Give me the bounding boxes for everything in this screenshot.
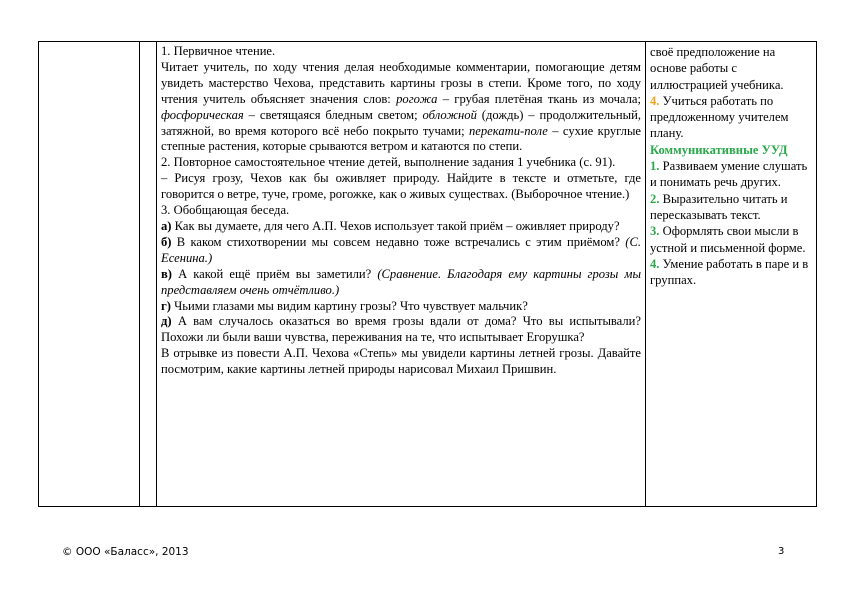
item-text: Оформлять свои мысли в устной и письменной форме. — [650, 224, 806, 255]
item-number: 3. — [650, 224, 660, 239]
question-answer: (Сравнение. Благодаря ему картины грозы мы представляем очень отчётливо.) — [161, 266, 641, 297]
text-span: Читает учитель, по ходу чтения делая необходимые комментарии, помогающие детям увидеть мастерство Чехова, представить картины грозы в степи. Кроме того, по ходу чтения учитель объясняет значения слов: — [161, 59, 641, 106]
text-span: – грубая плетёная ткань из мочала; — [437, 91, 641, 106]
question-d — [161, 314, 641, 346]
uud-continuation: своё предположение на основе работы с иллюстрацией учебника. — [650, 45, 784, 92]
empty-cell-stage — [39, 42, 140, 507]
paragraph-prishvin: В отрывке из повести А.П. Чехова «Степь» мы увидели картины летней грозы. Давайте посмотрим, какие картины летней природы нарисовал Михаил Пришвин. — [161, 346, 641, 377]
item-text: Учиться работать по предложенному учителем плану. — [650, 93, 789, 141]
text-span: – сухие круглые степные растения, которые срываются ветром и катаются по степи. — [161, 123, 642, 154]
paragraph-first-reading: 1. Первичное чтение. — [161, 44, 276, 58]
question-text: А какой ещё приём вы заметили? — [172, 266, 378, 281]
uud-text — [646, 42, 816, 288]
lesson-table — [38, 41, 817, 507]
item-text: Развиваем умение слушать и понимать речь других. — [650, 159, 808, 190]
footer-copyright: © ООО «Баласс», 2013 — [62, 546, 189, 558]
item-number: 1. — [650, 159, 660, 174]
uud-cell — [646, 42, 817, 507]
item-text: Умение работать в паре и в группах. — [650, 256, 809, 288]
paragraph-teacher-reads — [161, 60, 641, 155]
term-perekati-pole: перекати-поле — [468, 123, 548, 138]
text-span: (дождь) – продолжительный, затяжной, во время которого всё небо покрыто тучами; — [161, 107, 641, 138]
question-text: А вам случалось оказаться во время грозы вдали от дома? Что вы испытывали? Похожи ли были ваши чувства, переживания на те, что испытывает Егорушка? — [161, 314, 641, 345]
question-text: Чьими глазами мы видим картину грозы? Что чувствует мальчик? — [170, 298, 528, 313]
paragraph-summary-talk: 3. Обобщающая беседа. — [161, 203, 290, 218]
item-number: 4. — [650, 93, 660, 108]
paragraph-second-reading: 2. Повторное самостоятельное чтение детей, выполнение задания 1 учебника (с. 91). — [161, 155, 616, 170]
item-number: 2. — [650, 191, 660, 206]
table-row — [39, 42, 817, 507]
communicative-uud-heading: Коммуникативные УУД — [650, 142, 788, 157]
question-b — [161, 235, 641, 267]
activity-cell — [157, 42, 646, 507]
page-number: 3 — [778, 546, 785, 557]
empty-cell-narrow — [140, 42, 157, 507]
term-rogozha: рогожа — [396, 91, 438, 106]
comm-item-1 — [650, 158, 812, 191]
comm-item-2 — [650, 191, 812, 224]
item-number: 4. — [650, 256, 660, 271]
question-label: а) — [161, 218, 172, 233]
question-text: В каком стихотворении мы совсем недавно тоже встречались с этим приёмом? — [171, 234, 626, 249]
activity-text — [157, 42, 645, 378]
term-fosforicheskaya: фосфорическая — [161, 107, 244, 122]
uud-item-4 — [650, 93, 812, 142]
term-oblozhnoy: обложной — [422, 107, 477, 122]
comm-item-4 — [650, 256, 812, 289]
comm-item-3 — [650, 223, 812, 256]
question-label: д) — [161, 314, 172, 329]
question-v — [161, 267, 641, 299]
question-text: Как вы думаете, для чего А.П. Чехов использует такой приём – оживляет природу? — [171, 218, 620, 233]
question-answer: (С. Есенина.) — [161, 234, 641, 265]
question-label: г) — [161, 298, 171, 313]
question-label: б) — [161, 234, 172, 249]
question-a — [161, 219, 641, 235]
text-span: – светящаяся бледным светом; — [243, 107, 423, 122]
question-label: в) — [161, 266, 172, 281]
item-text: Выразительно читать и пересказывать текст. — [650, 191, 788, 222]
question-g — [161, 299, 641, 315]
paragraph-chekhov-nature: – Рисуя грозу, Чехов как бы оживляет природу. Найдите в тексте и отметьте, где говорится о ветре, туче, громе, рогожке, как о живых существах. (Выборочное чтение.) — [161, 171, 641, 202]
